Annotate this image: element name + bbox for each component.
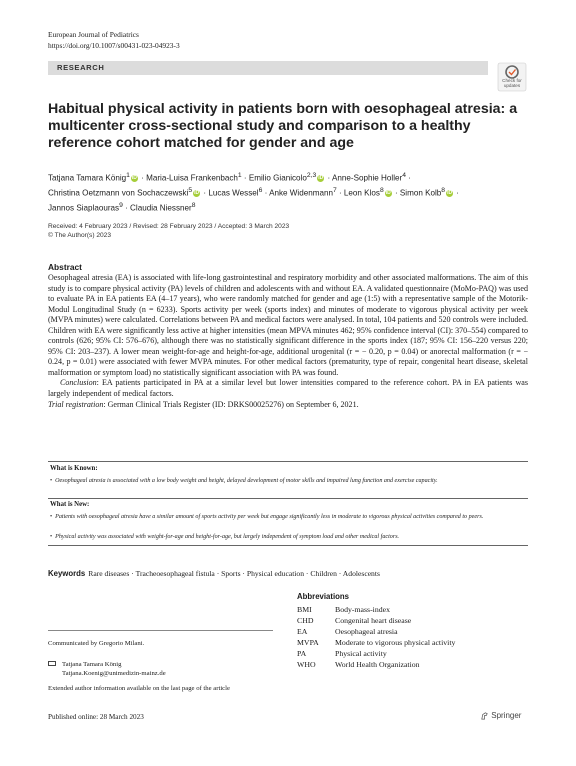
author-name[interactable]: Tatjana Tamara König [48, 173, 127, 183]
doi-link[interactable]: https://doi.org/10.1007/s00431-023-04923-3 [48, 40, 180, 50]
orcid-icon[interactable]: iD [318, 175, 324, 182]
conclusion-label: Conclusion [60, 378, 97, 388]
affiliation-sup: 1 [237, 172, 242, 179]
affiliation-sup: 6 [258, 187, 263, 195]
abbreviation-row: PA Physical activity [297, 649, 387, 658]
author-name[interactable]: · Simon Kolb [392, 188, 442, 198]
affiliation-sup: 4 [402, 172, 406, 179]
new-item: • Physical activity was associated with weight-for-age and height-for-age, but largely independent of symptom load and other medical factors. [50, 534, 400, 540]
keywords-label: Keywords [48, 569, 86, 578]
journal-name: European Journal of Pediatrics [48, 30, 139, 39]
journal-header [48, 30, 180, 51]
footnote-rule [48, 630, 273, 631]
trial-label: Trial registration [48, 399, 104, 409]
section-label: RESEARCH [57, 63, 105, 72]
article-title: Habitual physical activity in patients born with oesophageal atresia: a multicenter cross-sectional study and comparison to a healthy reference cohort matched for gender and age [48, 101, 518, 151]
author-name[interactable]: · Maria-Luisa Frankenbach [138, 173, 238, 183]
trial-text: : German Clinical Trials Register (ID: DRKS00025276) on September 6, 2021. [103, 399, 359, 409]
orcid-icon[interactable]: iD [447, 190, 453, 197]
author-list [48, 170, 508, 215]
contact-email[interactable]: Tatjana.Koenig@unimedizin-mainz.de [62, 670, 166, 678]
section-bar [48, 61, 488, 75]
affiliation-sup: 9 [119, 202, 123, 210]
separator: · [405, 173, 411, 183]
affiliation-sup: 8 [441, 187, 446, 195]
published-date: Published online: 28 March 2023 [48, 713, 144, 721]
author-name[interactable]: · Lucas Wessel [201, 188, 259, 198]
new-heading: What is New: [50, 501, 90, 508]
abbreviation-row: CHD Congenital heart disease [297, 616, 412, 625]
abstract-body [48, 273, 528, 410]
trial-registration [48, 400, 528, 411]
abbreviation-row: WHO World Health Organization [297, 660, 420, 669]
springer-horse-icon [480, 711, 489, 720]
abstract-text: Oesophageal atresia (EA) is associated with life-long gastrointestinal and respiratory morbidity and other associated malformations. The aim of this study is to compare physical activity (PA) levels of children and adolescents with and without EA. A validated questionnaire (MoMo-PAQ) was used to evaluate PA in EA patients EA (4–17 years), who were randomly matched for gender and age (1:5) with a representative sample of the Motorik-Modul Longitudinal Study (n = 6233). Sports activity per week (sports index) and minutes of moderate to vigorous physical activity per week (MVPA minutes) were calculated. Correlations between PA and medical factors were analysed. In total, 104 patients and 520 controls were included. Children with EA were significantly less active at higher intensities (mean MPVA minutes 462; 95% confidence interval (CI): 370–554) compared to controls (626; 95% CI: 576–676), although there was no statistically significant difference in the sports index (187; 95% CI: 156–220 versus 220; 95% CI: 203–237). A lower mean weight-for-age and height-for-age, additional urogenital (r = − 0.20, p = 0.04) or anorectal malformation (r = − 0.24, p = 0.01) were associated with fewer MVPA minutes. For other medical factors (prematurity, type of repair, congenital heart disease, skeletal malformation or symptom load) no statistically significant association with PA was found. [48, 273, 528, 377]
contact-name: Tatjana Tamara König [62, 661, 122, 668]
conclusion-text: : EA patients participated in PA at a similar level but lower intensities compared to the reference cohort. PA in EA patients was largely independent of medical factors. [48, 378, 528, 399]
new-item: • Patients with oesophageal atresia have a similar amount of sports activity per week but engage significantly less in moderate to vigorous physical activities compared to peers. [50, 514, 484, 520]
author-name[interactable]: Jannos Siaplaouras [48, 203, 120, 213]
keywords [48, 569, 380, 578]
separator: · [454, 188, 460, 198]
abbreviation-row: BMI Body-mass-index [297, 605, 391, 614]
affiliation-sup: 2,3 [306, 172, 317, 179]
publisher-name: Springer [491, 711, 522, 720]
envelope-icon [48, 661, 56, 666]
orcid-icon[interactable]: iD [194, 190, 200, 197]
affiliation-sup: 7 [332, 187, 337, 195]
affiliation-sup: 5 [188, 187, 193, 195]
author-name[interactable]: Christina Oetzmann von Sochaczewski [48, 188, 189, 198]
abstract-heading: Abstract [48, 262, 82, 272]
orcid-icon[interactable]: iD [131, 175, 137, 182]
affiliation-sup: 8 [191, 202, 196, 210]
communicated-by: Communicated by Gregorio Milani. [48, 640, 145, 647]
abbreviation-row: EA Oesophageal atresia [297, 627, 398, 636]
check-for-updates-label: Check for updates [502, 78, 522, 88]
abstract-conclusion [48, 378, 528, 399]
keywords-text: Rare diseases · Tracheoesophageal fistula · Sports · Physical education · Children · Adolescents [88, 569, 380, 578]
author-name[interactable]: · Leon Klos [336, 188, 380, 198]
author-name[interactable]: · Claudia Niessner [122, 203, 192, 213]
affiliation-sup: 1 [126, 172, 130, 179]
orcid-icon[interactable]: iD [385, 190, 391, 197]
box-mid-rule [48, 498, 528, 499]
author-name[interactable]: · Anne-Sophie Holler [325, 173, 403, 183]
history-dates: Received: 4 February 2023 / Revised: 28 February 2023 / Accepted: 3 March 2023 [48, 223, 290, 230]
author-name[interactable]: · Emilio Gianicolo [241, 173, 307, 183]
extended-info: Extended author information available on the last page of the article [48, 685, 230, 692]
article-dates [48, 222, 289, 240]
affiliation-sup: 8 [379, 187, 384, 195]
abbreviations-heading: Abbreviations [297, 592, 349, 601]
box-bottom-rule [48, 545, 528, 546]
copyright: © The Author(s) 2023 [48, 232, 112, 239]
abbreviation-row: MVPA Moderate to vigorous physical activity [297, 638, 456, 647]
author-name[interactable]: · Anke Widenmann [262, 188, 333, 198]
publisher-logo [480, 711, 521, 720]
known-item: • Oesophageal atresia is associated with a low body weight and height, delayed development of motor skills and impaired lung function and exercise capacity. [50, 478, 438, 484]
box-top-rule [48, 461, 528, 462]
known-heading: What is Known: [50, 465, 98, 472]
corresponding-author [62, 660, 166, 679]
